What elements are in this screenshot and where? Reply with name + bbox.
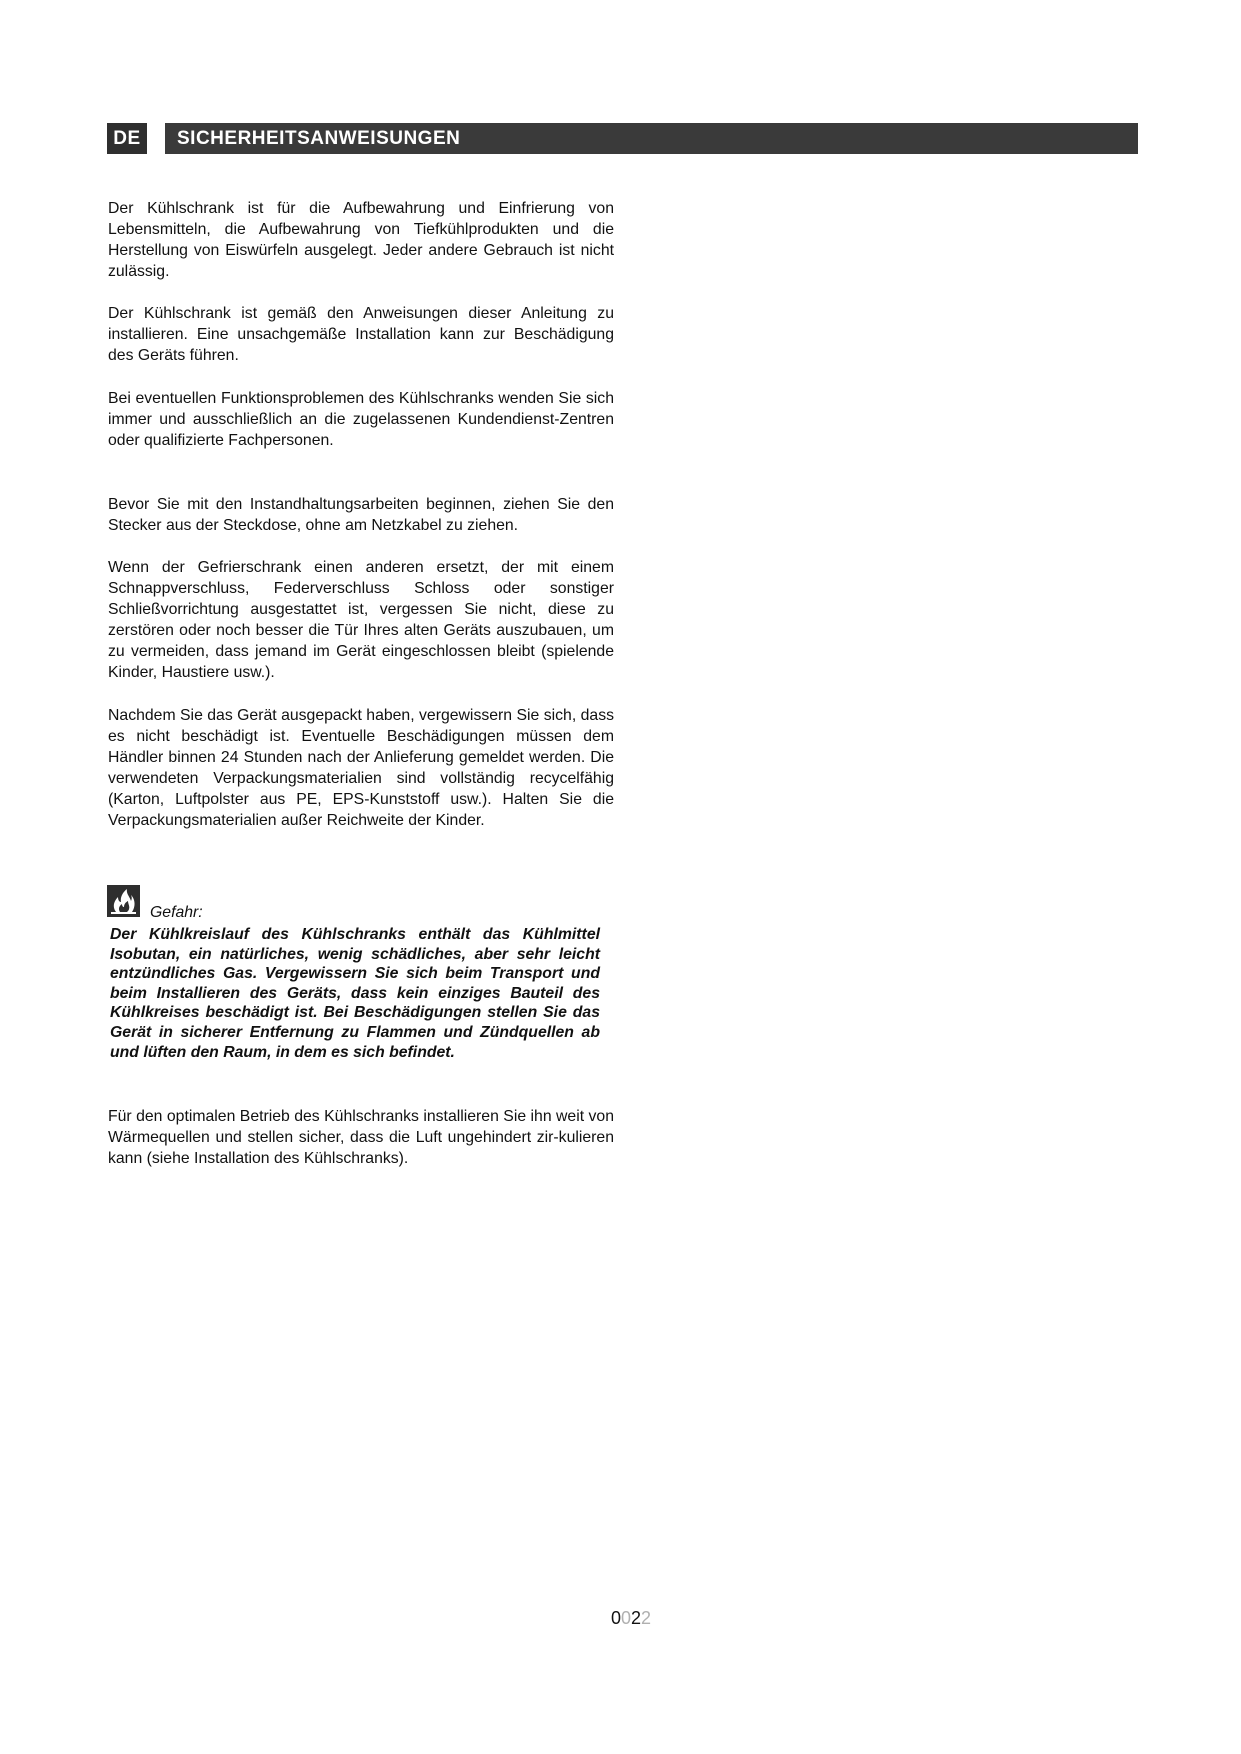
page-header	[107, 123, 1138, 154]
section-title: SICHERHEITSANWEISUNGEN	[165, 123, 1138, 154]
page-number-digit: 0	[611, 1608, 622, 1628]
paragraph-service: Bei eventuellen Funktionsproblemen des Kühlschranks wenden Sie sich immer und ausschließlich an die zugelassenen Kundendienst-Zentren oder qualifizierte Fachpersonen.	[108, 390, 614, 449]
page-number-faint: 0	[621, 1608, 632, 1628]
paragraph-installation: Der Kühlschrank ist gemäß den Anweisungen dieser Anleitung zu installieren. Eine unsachgemäße Installation kann zur Beschädigung des Geräts führen.	[108, 305, 614, 364]
paragraph-unpacking: Nachdem Sie das Gerät ausgepackt haben, vergewissern Sie sich, dass es nicht beschädigt ist. Eventuelle Beschädigungen müssen dem Händler binnen 24 Stunden nach der Anlieferung gemeldet werden. Die verwendeten Verpackungsmaterialien sind vollständig recycelfähig (Karton, Luftpolster aus PE, EPS-Kunststoff usw.). Halten Sie die Verpackungsmaterialien außer Reichweite der Kinder.	[108, 707, 614, 829]
warning-text: Der Kühlkreislauf des Kühlschranks enthält das Kühlmittel Isobutan, ein natürliches, wenig schädliches, aber sehr leicht entzündliches Gas. Vergewissern Sie sich beim Transport und beim Installieren des Geräts, dass kein einziges Bauteil des Kühlkreises beschädigt ist. Bei Beschädigungen stellen Sie das Gerät in sicherer Entfernung zu Flammen und Zündquellen ab und lüften den Raum, in dem es sich befindet.	[110, 926, 600, 1061]
paragraph-old-appliance: Wenn der Gefrierschrank einen anderen ersetzt, der mit einem Schnappverschluss, Federverschluss Schloss oder sonstiger Schließvorrichtung ausgestattet ist, vergessen Sie nicht, diese zu zerstören oder noch besser die Tür Ihres alten Geräts auszubauen, um zu vermeiden, dass jemand im Gerät eingeschlossen bleibt (spielende Kinder, Haustiere usw.).	[108, 559, 614, 681]
language-badge: DE	[107, 123, 147, 154]
warning-label: Gefahr:	[150, 904, 203, 921]
paragraph-ventilation: Für den optimalen Betrieb des Kühlschranks installieren Sie ihn weit von Wärmequellen und stellen sicher, dass die Luft ungehindert zir-kulieren kann (siehe Installation des Kühlschranks).	[108, 1108, 614, 1167]
paragraph-maintenance: Bevor Sie mit den Instandhaltungsarbeiten beginnen, ziehen Sie den Stecker aus der Steckdose, ohne am Netzkabel zu ziehen.	[108, 496, 614, 534]
page-number-faint: 2	[641, 1608, 652, 1628]
paragraph-intended-use: Der Kühlschrank ist für die Aufbewahrung und Einfrierung von Lebensmitteln, die Aufbewahrung von Tiefkühlprodukten und die Herstellung von Eiswürfeln ausgelegt. Jeder andere Gebrauch ist nicht zulässig.	[108, 200, 614, 280]
page-number	[611, 1608, 651, 1629]
flame-icon	[107, 885, 140, 917]
page-number-digit: 2	[631, 1608, 642, 1628]
